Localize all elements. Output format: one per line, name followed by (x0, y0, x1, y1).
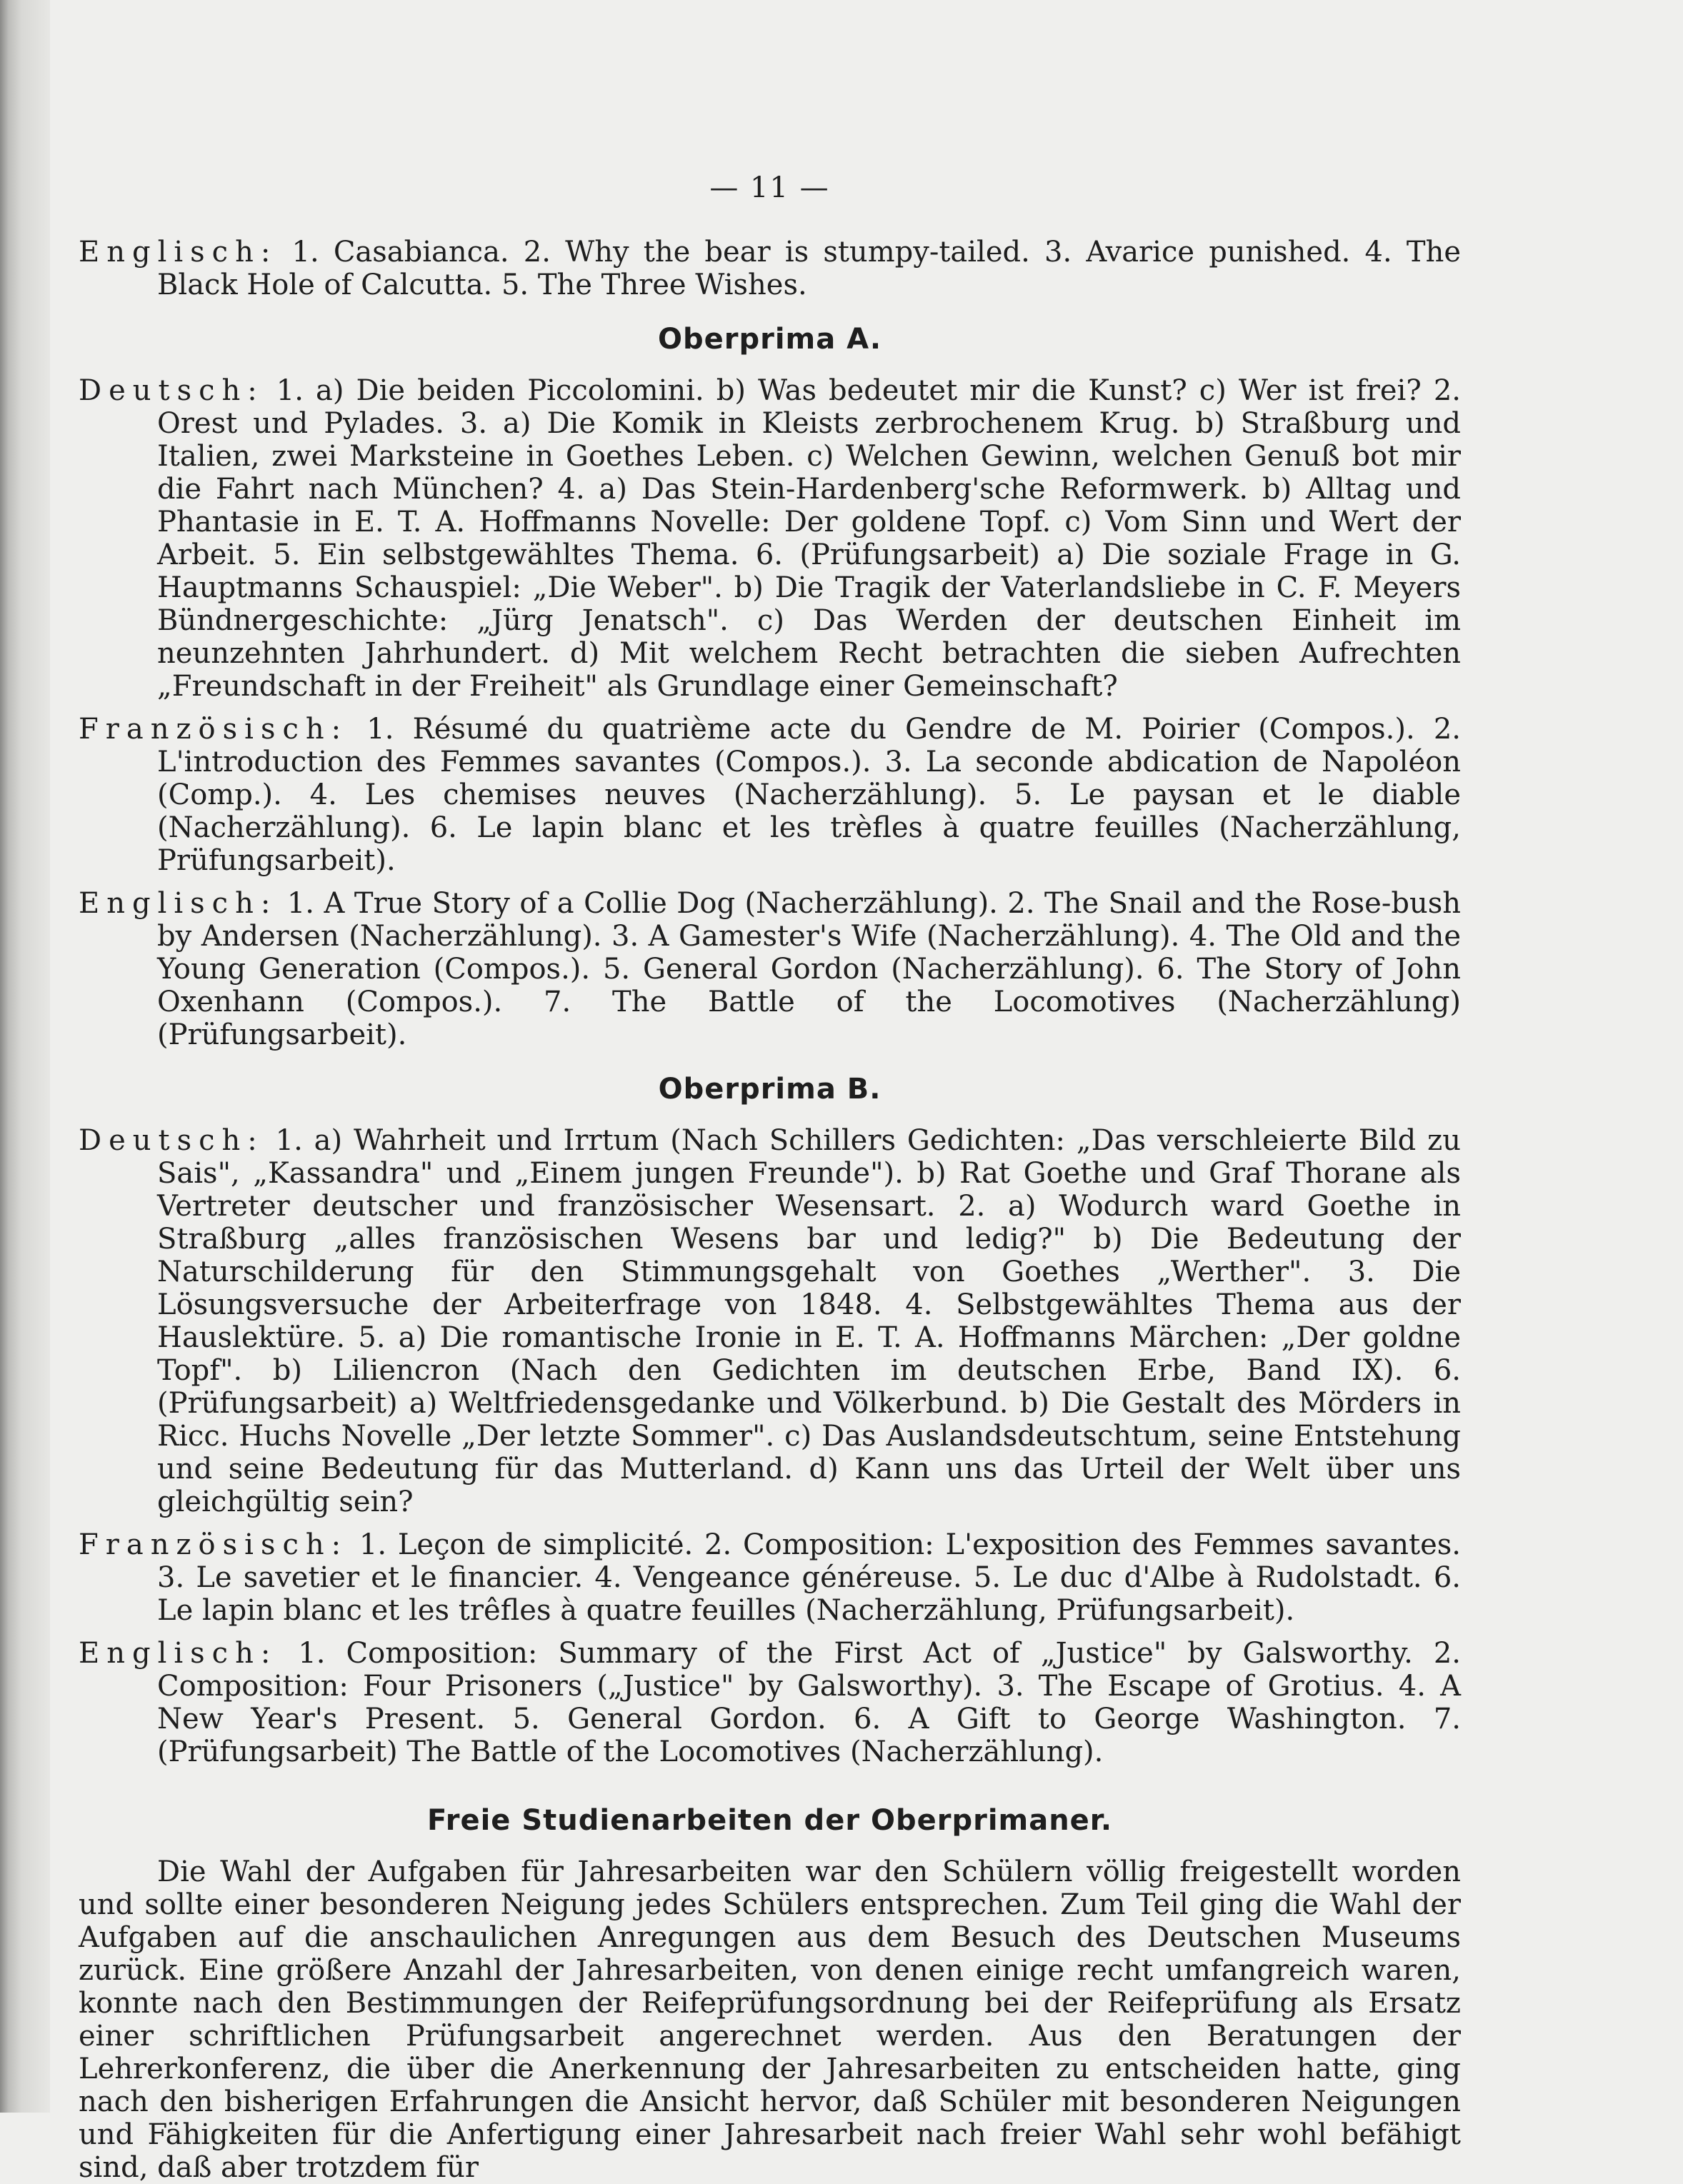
subject-label: Englisch: (79, 236, 278, 269)
freie-studienarbeiten-text: Die Wahl der Aufgaben für Jahresarbeiten war den Schülern völlig freigestellt worden und sollte einer besonderen Neigung jedes Schülers entsprechen. Zum Teil ging die Wahl der Aufgaben auf die anschaulichen Anregungen aus dem Besuch des Deutschen Museums zurück. Eine größere Anzahl der Jahresarbeiten, von denen einige recht umfangreich waren, konnte nach den Bestimmungen der Reifeprüfungsordnung bei der Reifeprüfung als Ersatz einer schriftlichen Prüfungsarbeit angerechnet werden. Aus den Beratungen der Lehrerkonferenz, die über die Anerkennung der Jahresarbeiten zu entscheiden hatte, ging nach den bisherigen Erfahrungen die Ansicht hervor, daß Schüler mit besonderen Neigungen und Fähigkeiten für die Anfertigung einer Jahresarbeit nach freier Wahl sehr wohl befähigt sind, daß aber trotzdem für (79, 1855, 1461, 2184)
page-number: — 11 — (709, 171, 830, 204)
heading-oberprima-b: Oberprima B. (658, 1073, 882, 1106)
subject-label: Deutsch: (79, 1124, 264, 1157)
book-binding-shadow (0, 0, 50, 2113)
entry-text: 1. Résumé du quatrième acte du Gendre de M. Poirier (Compos.). 2. L'introduction des Femmes savantes (Compos.). 3. La seconde abdication de Napoléon (Comp.). 4. Les chemises neuves (Nacherzählung). 5. Le paysan et le diable (Nacherzählung). 6. Le lapin blanc et les trèfles à quatre feuilles (Nacherzählung, Prüfungsarbeit). (157, 713, 1461, 877)
entry-text: 1. a) Wahrheit und Irrtum (Nach Schillers Gedichten: „Das verschleierte Bild zu Sais", „Kassandra" und „Einem jungen Freunde"). b) Rat Goethe und Graf Thorane als Vertreter deutscher und französischer Wesensart. 2. a) Wodurch ward Goethe in Straßburg „alles französischen Wesens bar und ledig?" b) Die Bedeutung der Naturschilderung für den Stimmungsgehalt von Goethes „Werther". 3. Die Lösungsversuche der Arbeiterfrage von 1848. 4. Selbstgewähltes Thema aus der Hauslektüre. 5. a) Die romantische Ironie in E. T. A. Hoffmanns Märchen: „Der goldne Topf". b) Liliencron (Nach den Gedichten im deutschen Erbe, Band IX). 6. (Prüfungsarbeit) a) Weltfriedensgedanke und Völkerbund. b) Die Gestalt des Mörders in Ricc. Huchs Novelle „Der letzte Sommer". c) Das Auslandsdeutschtum, seine Entstehung und seine Bedeutung für das Mutterland. d) Kann uns das Urteil der Welt über uns gleichgültig sein? (157, 1124, 1461, 1518)
entry-text: 1. A True Story of a Collie Dog (Nacherzählung). 2. The Snail and the Rose-bush by Andersen (Nacherzählung). 3. A Gamester's Wife (Nacherzählung). 4. The Old and the Young Generation (Compos.). 5. General Gordon (Nacherzählung). 6. The Story of John Oxenhann (Compos.). 7. The Battle of the Locomotives (Nacherzählung) (Prüfungsarbeit). (157, 887, 1461, 1051)
document-page (79, 171, 1461, 2184)
englisch-top-entry (79, 236, 1461, 301)
entry-text: 1. Leçon de simplicité. 2. Composition: L'exposition des Femmes savantes. 3. Le savetier et le financier. 4. Vengeance généreuse. 5. Le duc d'Albe à Rudolstadt. 6. Le lapin blanc et les trêfles à quatre feuilles (Nacherzählung, Prüfungsarbeit). (157, 1528, 1462, 1627)
subject-label: Französisch: (79, 713, 349, 746)
subject-label: Englisch: (79, 1637, 278, 1670)
heading-oberprima-a: Oberprima A. (657, 323, 882, 356)
oberprima-b-franzoesisch (79, 1528, 1461, 1627)
oberprima-a-englisch (79, 887, 1461, 1051)
entry-text: 1. a) Die beiden Piccolomini. b) Was bedeutet mir die Kunst? c) Wer ist frei? 2. Orest und Pylades. 3. a) Die Komik in Kleists zerbrochenem Krug. b) Straßburg und Italien, zwei Marksteine in Goethes Leben. c) Welchen Gewinn, welchen Genuß bot mir die Fahrt nach München? 4. a) Das Stein-Hardenberg'sche Reformwerk. b) Alltag und Phantasie in E. T. A. Hoffmanns Novelle: Der goldene Topf. c) Vom Sinn und Wert der Arbeit. 5. Ein selbstgewähltes Thema. 6. (Prüfungsarbeit) a) Die soziale Frage in G. Hauptmanns Schauspiel: „Die Weber". b) Die Tragik der Vaterlandsliebe in C. F. Meyers Bündnergeschichte: „Jürg Jenatsch". c) Das Werden der deutschen Einheit im neunzehnten Jahrhundert. d) Mit welchem Recht betrachten die sieben Aufrechten „Freundschaft in der Freiheit" als Grundlage einer Gemeinschaft? (157, 374, 1461, 703)
entry-text: 1. Casabianca. 2. Why the bear is stumpy-tailed. 3. Avarice punished. 4. The Black Hole of Calcutta. 5. The Three Wishes. (157, 236, 1462, 301)
oberprima-b-englisch (79, 1637, 1461, 1768)
subject-label: Englisch: (79, 887, 278, 920)
subject-label: Französisch: (79, 1528, 349, 1561)
subject-label: Deutsch: (79, 374, 264, 407)
oberprima-b-deutsch (79, 1124, 1461, 1518)
entry-text: 1. Composition: Summary of the First Act of „Justice" by Galsworthy. 2. Composition: Four Prisoners („Justice" by Galsworthy). 3. The Escape of Grotius. 4. A New Year's Present. 5. General Gordon. 6. A Gift to George Washington. 7. (Prüfungsarbeit) The Battle of the Locomotives (Nacherzählung). (157, 1637, 1462, 1768)
oberprima-a-franzoesisch (79, 713, 1461, 877)
oberprima-a-deutsch (79, 374, 1461, 703)
heading-freie-studienarbeiten: Freie Studienarbeiten der Oberprimaner. (426, 1804, 1113, 1837)
